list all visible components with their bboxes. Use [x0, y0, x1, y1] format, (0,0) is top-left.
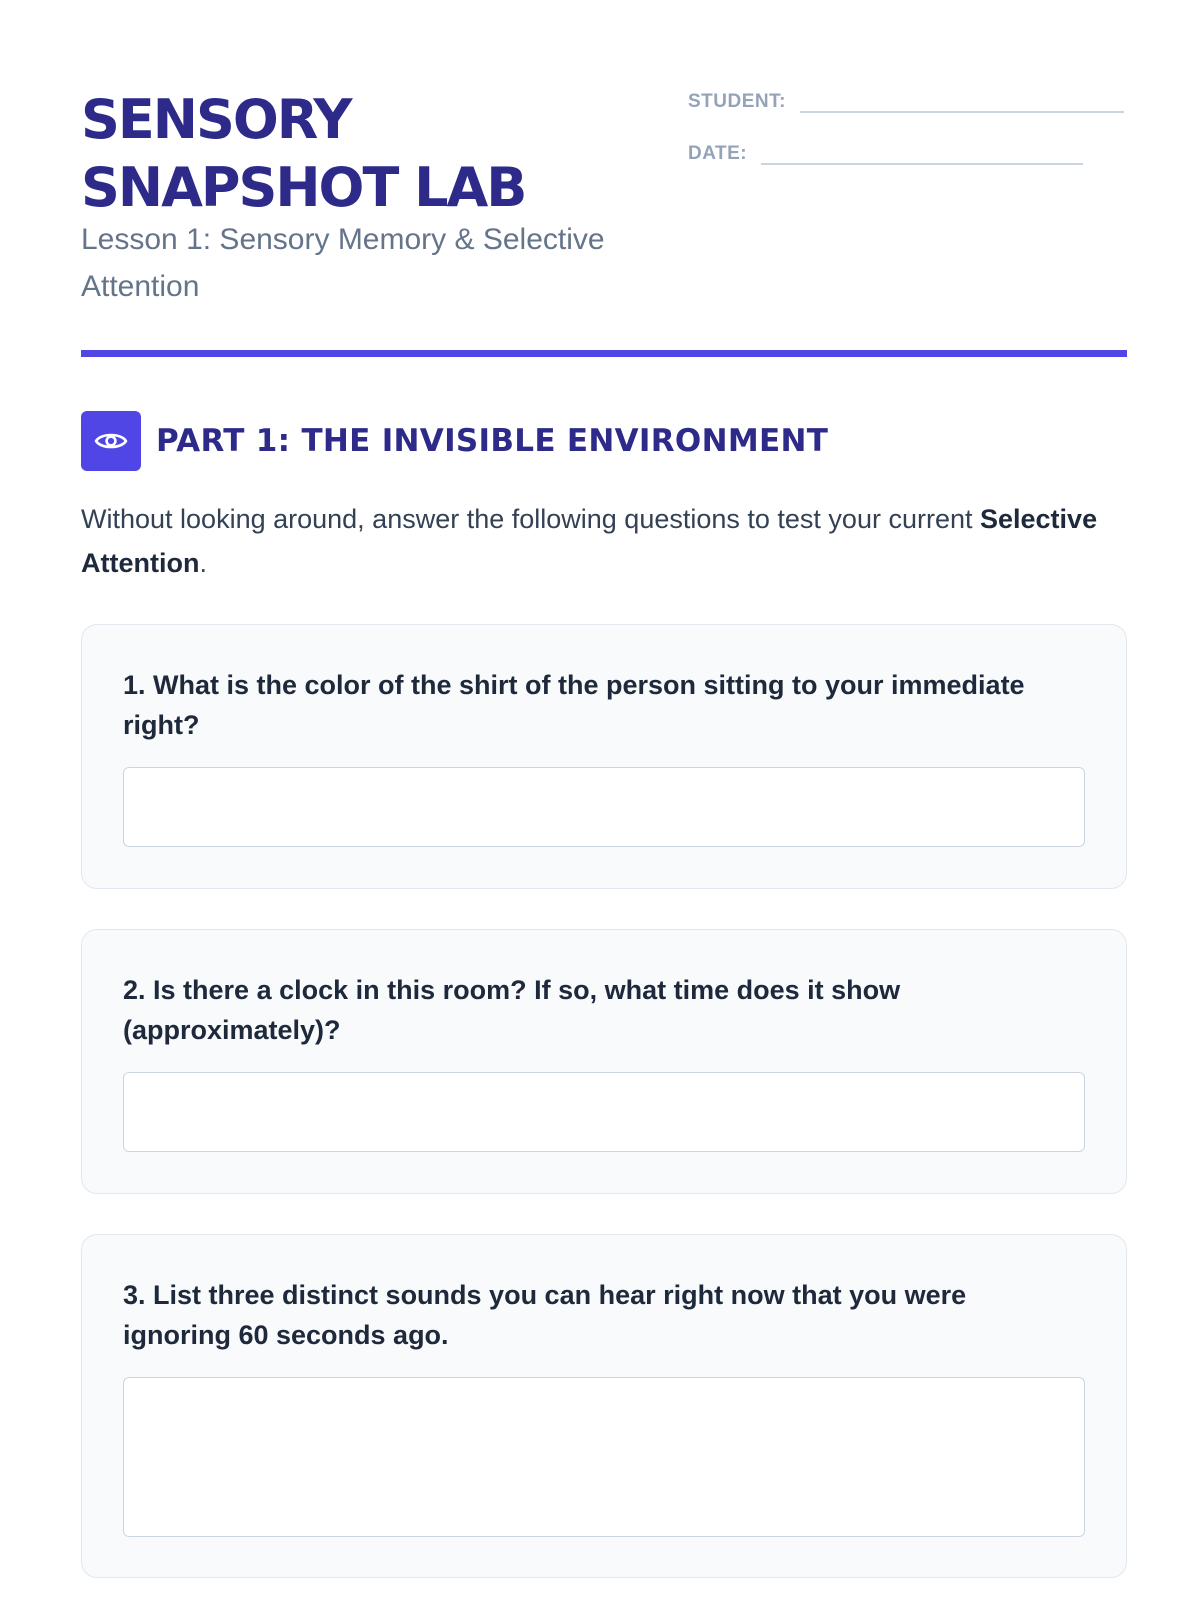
- question-card-1: [81, 624, 1127, 889]
- date-label: DATE:: [688, 143, 748, 164]
- student-label: STUDENT:: [688, 91, 786, 112]
- lesson-subtitle: Lesson 1: Sensory Memory & Selective Attention: [81, 223, 605, 303]
- question-2-answer[interactable]: [123, 1072, 1085, 1152]
- question-card-2: [81, 929, 1127, 1194]
- student-row: [688, 87, 1124, 113]
- title-line-1: SENSORY: [81, 88, 351, 151]
- intro-end: .: [199, 548, 207, 578]
- student-name-line[interactable]: [800, 87, 1124, 113]
- question-1-answer[interactable]: [123, 767, 1085, 847]
- section-intro: [81, 497, 1127, 585]
- title-line-2: SNAPSHOT LAB: [81, 156, 526, 219]
- date-line[interactable]: [761, 139, 1083, 165]
- question-3-answer[interactable]: [123, 1377, 1085, 1537]
- worksheet-page: [81, 0, 1127, 1350]
- intro-bold: Selective Attention: [81, 504, 1098, 578]
- question-card-3: [81, 1234, 1127, 1578]
- section-title: PART 1: THE INVISIBLE ENVIRONMENT: [156, 423, 829, 459]
- intro-text: Without looking around, answer the following questions to test your current: [81, 504, 980, 534]
- section-header: [81, 411, 828, 471]
- question-3-text: 3. List three distinct sounds you can hear right now that you were ignoring 60 seconds ago.: [123, 1280, 967, 1350]
- question-1-text: 1. What is the color of the shirt of the person sitting to your immediate right?: [123, 670, 1025, 740]
- date-row: [688, 139, 1083, 165]
- header-divider: [81, 350, 1127, 357]
- question-2-text: 2. Is there a clock in this room? If so, what time does it show (approximately)?: [123, 975, 901, 1045]
- page-title: [81, 86, 641, 222]
- worksheet-header: [81, 0, 1127, 357]
- eye-icon: [81, 411, 141, 471]
